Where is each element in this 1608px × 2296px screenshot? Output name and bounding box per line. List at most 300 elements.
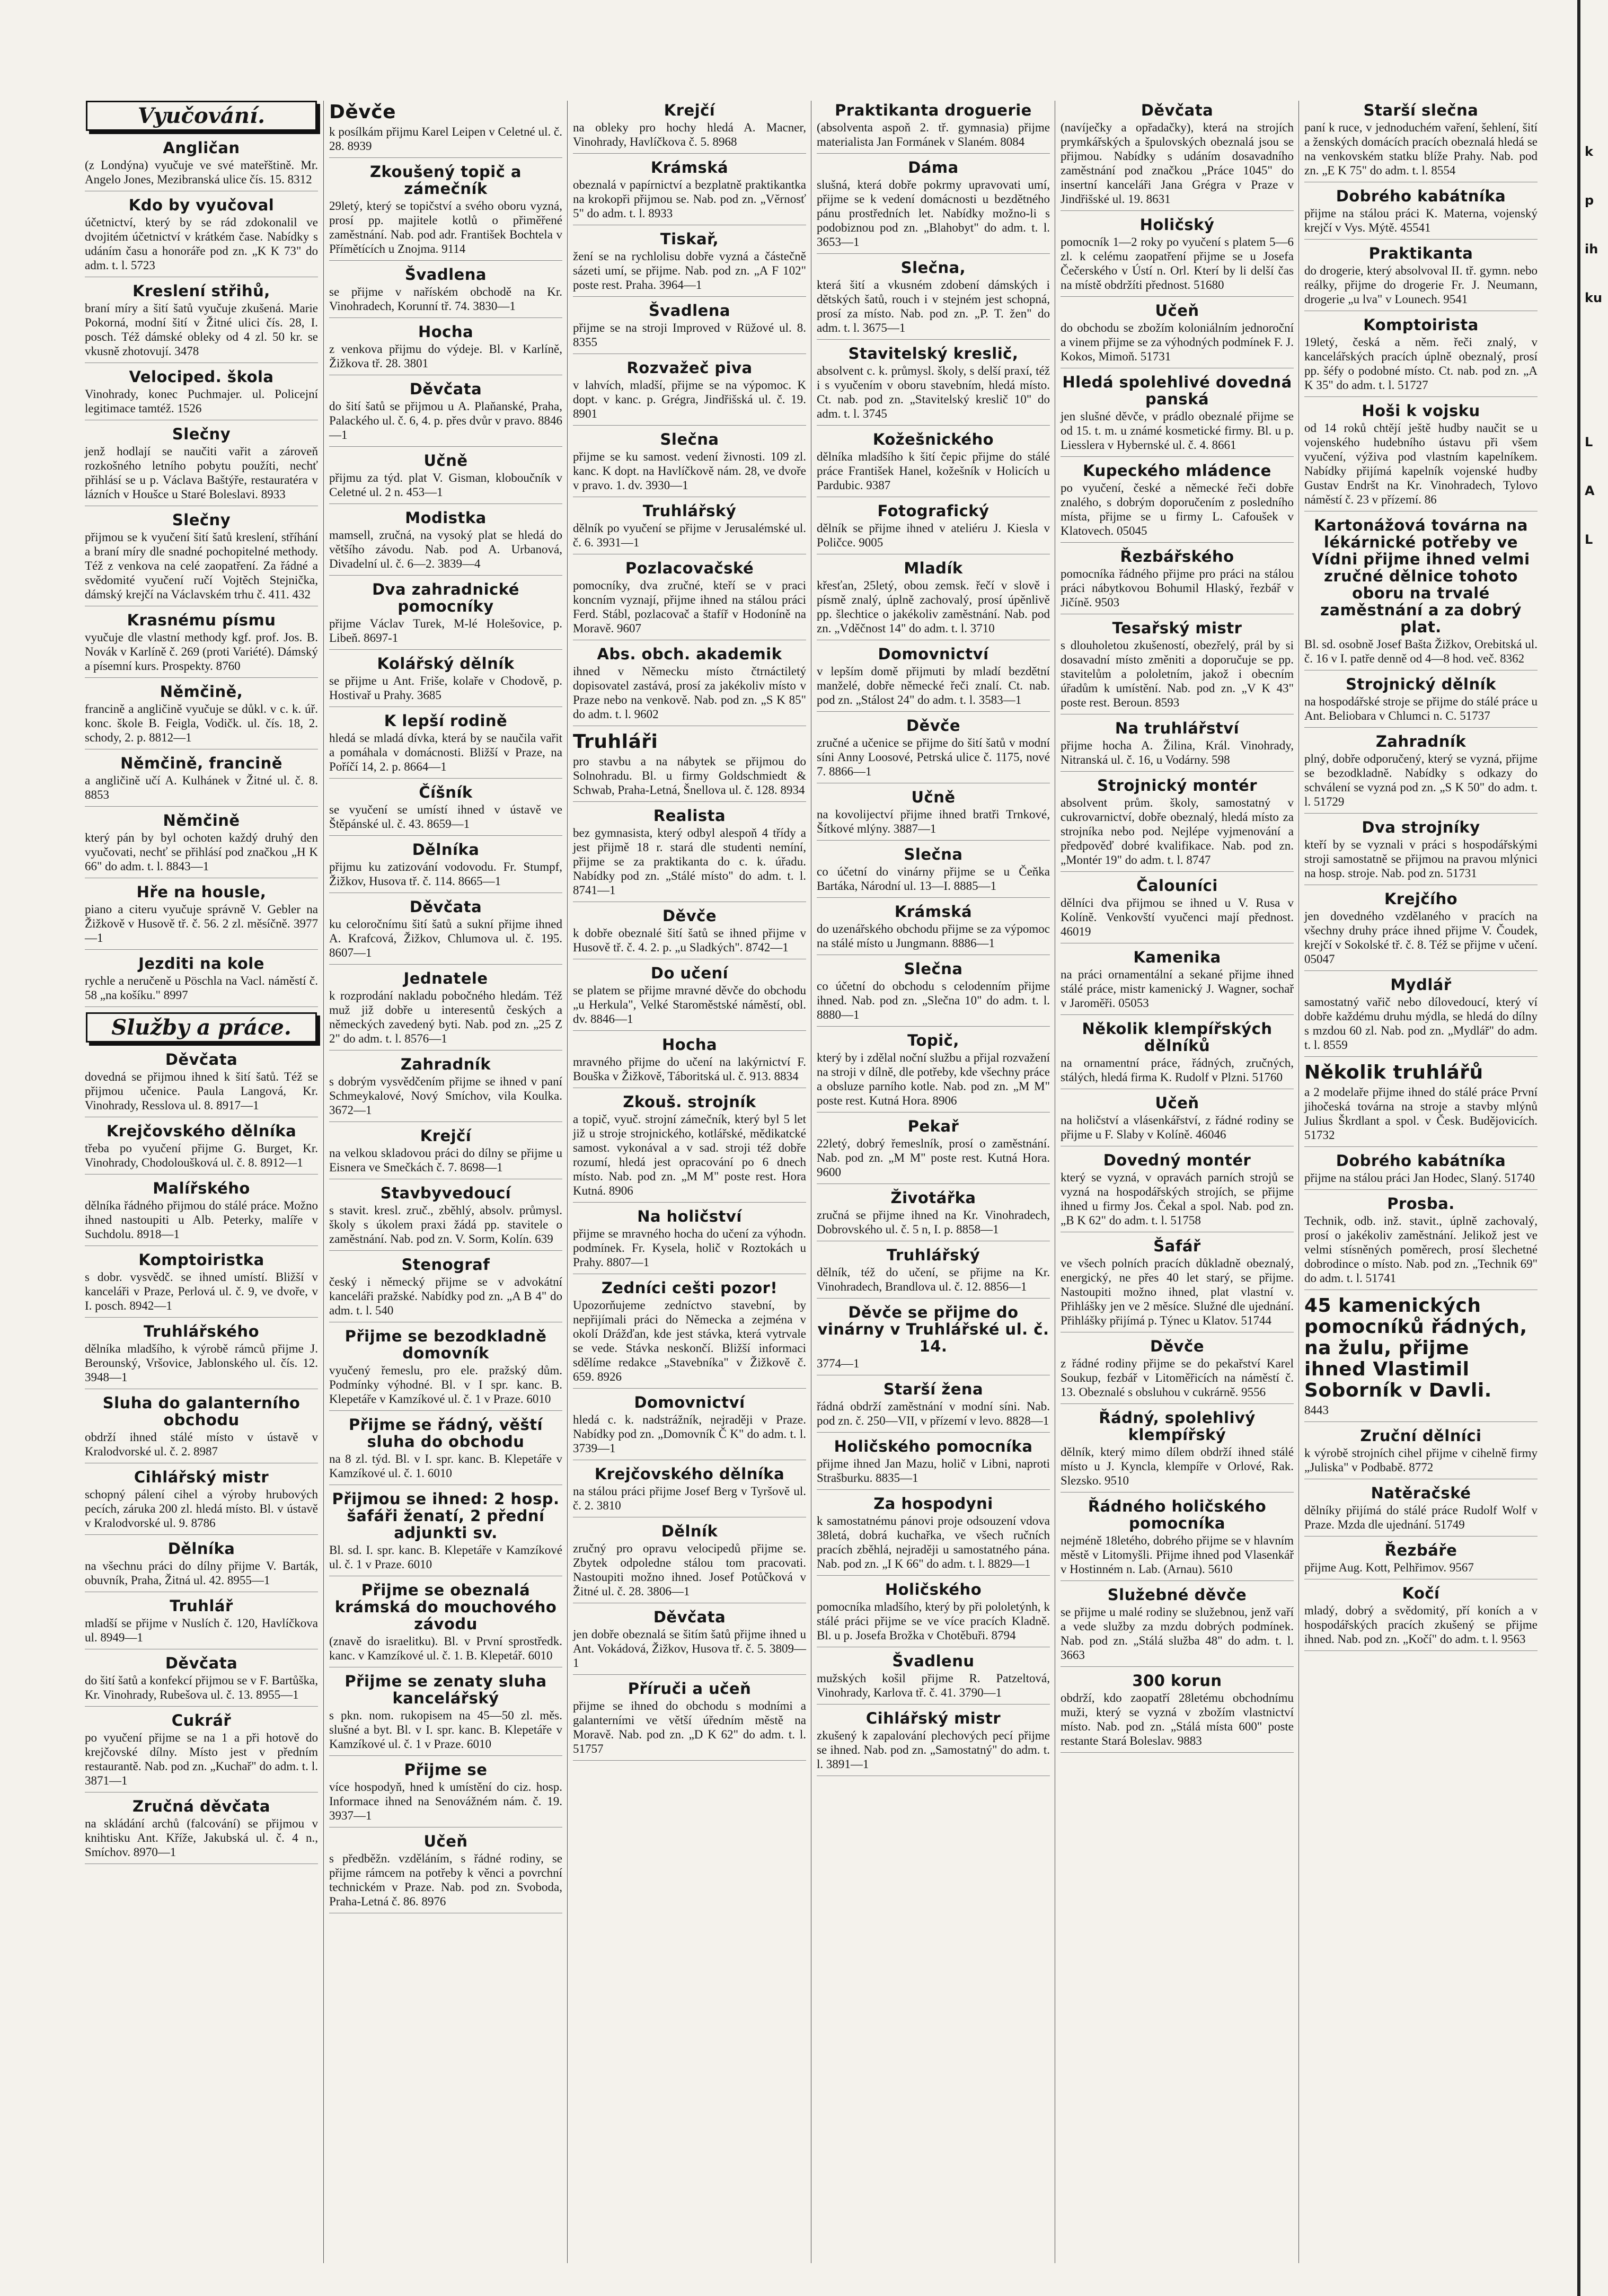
classified-ad <box>817 1189 1050 1241</box>
classified-ad <box>85 139 318 191</box>
ad-heading: Řádného holičského pomocníka <box>1088 1497 1267 1532</box>
ad-heading: Rozvažeč piva <box>626 359 753 377</box>
ad-heading: Hoši k vojsku <box>1362 402 1480 420</box>
ad-body: ihned v Německu místo čtrnáctiletý dopisovatel zastává, prosí za jakékoliv místo v Praze nebo na venkově. Nab. pod zn. „S K 85" do adm. t. l. 9602 <box>573 665 806 721</box>
edge-fragment-line: ku <box>1585 290 1603 305</box>
ad-body: přijme Aug. Kott, Pelhřimov. 9567 <box>1304 1561 1474 1574</box>
ad-body: přijme Václav Turek, M-lé Holešovice, p. Libeň. 8697-1 <box>329 617 562 644</box>
classified-ad <box>85 1180 318 1246</box>
classified-ad <box>1304 890 1538 971</box>
ad-body: na velkou skladovou práci do dílny se přijme u Eisnera ve Smečkách č. 7. 8698—1 <box>329 1146 562 1174</box>
ad-heading: Řezbáře <box>1384 1541 1457 1559</box>
ad-heading: Starší slečna <box>1363 101 1479 119</box>
ad-body: který by i zdělal noční službu a přijal rozvažení na stroji v dílně, dle potřeby, kde všechny práce a obsluze parního kotle. Nab. pod zn. „M M" poste rest. Kutná Hora. 8906 <box>817 1051 1050 1107</box>
column-1 <box>79 101 323 2263</box>
ad-body: mladý, dobrý a svědomitý, pří koních a v hospodářských pracích zkušený se přijme ihned. Nab. pod zn. „Kočí" do adm. t. l. 9563 <box>1304 1604 1538 1646</box>
ad-heading: Slečny <box>172 425 231 443</box>
classified-ad <box>329 1256 562 1322</box>
ad-heading: Domovnictví <box>634 1393 745 1411</box>
ad-body: k výrobě strojních cihel přijme v cihelně firmy „Juliska" v Podbabě. 8772 <box>1304 1446 1538 1474</box>
edge-fragment-line: L <box>1585 532 1593 547</box>
ad-body: mladší se přijme v Nuslích č. 120, Havlíčkova ul. 8949—1 <box>85 1617 318 1644</box>
ad-body: schopný pálení cihel a výroby hrubových pecích, záruka 200 zl. hledá místo. Bl. v ústavě v Kralodvorské ul. 9. 8786 <box>85 1488 318 1530</box>
classified-ad <box>1304 676 1538 728</box>
classified-ad <box>573 1208 806 1274</box>
classified-ad <box>329 102 562 158</box>
ad-heading: Přijme se řádný, věští sluha do obchodu <box>348 1416 543 1451</box>
classified-ad <box>1061 1152 1294 1232</box>
ad-body: obdrží ihned stálé místo v ústavě v Kralodvorské ul. č. 2. 8987 <box>85 1430 318 1458</box>
ad-body: vyučený řemeslu, pro ele. pražský dům. Podmínky výhodné. Bl. v I spr. kanc. B. Klepetáře v Kamzíkové ul. č. 1 v Praze. 6010 <box>329 1364 562 1406</box>
adjacent-page-edge <box>1577 0 1608 2296</box>
ad-heading: Krasnému písmu <box>127 611 276 629</box>
ad-heading: Děvčata <box>165 1654 238 1672</box>
classified-ad <box>1304 1585 1538 1651</box>
ad-body: a topič, vyuč. strojní zámečník, který byl 5 let již u stroje strojnického, kotlářské, mědikatcké samost. vykonával a v sad. stroji též dobře rozumí, hledá jest opracování po 6 dnech místo. Nab. pod zn. „M M" poste rest. Hora Kutná. 8906 <box>573 1112 806 1197</box>
classified-ad <box>329 1056 562 1122</box>
classified-ad <box>817 1581 1050 1647</box>
classified-ad <box>817 960 1050 1027</box>
ad-body: k dobře obeznalé šití šatů se ihned přijme v Husově tř. č. 4. 2. p. „u Sladkých". 8742—1 <box>573 926 806 954</box>
classified-ad <box>817 1032 1050 1112</box>
classified-ad <box>573 159 806 225</box>
ad-heading: Slečna <box>904 845 963 863</box>
classified-ad <box>85 755 318 807</box>
classified-ad <box>817 1653 1050 1705</box>
classified-ad <box>1061 1498 1294 1581</box>
ad-body: na ornamentní práce, řádných, zručných, stálých, hledá firma K. Rudolf v Plzni. 51760 <box>1061 1056 1294 1084</box>
ad-body: Bl. sd. osobně Josef Bašta Žižkov, Orebitská ul. č. 16 v I. patře denně od 4—8 hod. več. 8362 <box>1304 638 1538 665</box>
ad-body: ve všech polních pracích důkladně obeznalý, energický, ne přes 40 let starý, se přijme. Nastoupiti možno ihned, plat vlastní v. Přihlášky jen ve 2 měsíce. Služné dle ujednání. Přihlášky přijímá p. Týnec u Klatov. 51744 <box>1061 1257 1294 1327</box>
ad-body: zručné a učenice se přijme do šití šatů v modní síni Anny Loosové, Petrská ulice č. 1175, nové 7. 8866—1 <box>817 736 1050 778</box>
classified-ad <box>573 1093 806 1203</box>
ad-body: s stavit. kresl. zruč., zběhlý, absolv. průmysl. školy s úkolem praxi žádá pp. stavitele o zaměstnání. Nab. pod zn. V. Sorm, Kolín. 639 <box>329 1204 562 1246</box>
ad-body: na hospodářské stroje se přijme do stálé práce u Ant. Beliobara v Chlumci n. C. 51737 <box>1304 695 1538 722</box>
ad-heading: Krámská <box>650 158 729 176</box>
ad-heading: Velociped. škola <box>129 368 274 386</box>
ad-heading: Děvče <box>906 717 960 735</box>
ad-body: po vyučení, české a německé řeči dobře znalého, s dobrým doporučením z posledního místa, přijme se u firmy L. Cafoušek v Klatovech. 05045 <box>1061 481 1294 537</box>
edge-fragment-line: ih <box>1585 242 1598 257</box>
ad-body: dělníka řádného přijmou do stálé práce. Možno ihned nastoupiti u Alb. Peterky, malíře v Suchdolu. 8918—1 <box>85 1199 318 1241</box>
classified-ad <box>1304 517 1538 670</box>
classified-ad <box>1304 1427 1538 1479</box>
classified-ad <box>329 323 562 375</box>
ad-body: na všechnu práci do dílny přijme V. Barták, obuvník, Praha, Žitná ul. 42. 8955—1 <box>85 1559 318 1587</box>
ad-body: absolvent c. k. průmysl. školy, s delší praxí, též i s vyučením v oboru stavebním, hledá místo. Ct. nab. pod zn. „Stavitelský kreslič 10" do adm. t. l. 3745 <box>817 364 1050 420</box>
ad-heading: Praktikanta <box>1368 244 1473 262</box>
ad-body: dělník se přijme ihned v ateliéru J. Kiesla v Poličce. 9005 <box>817 522 1050 549</box>
ad-heading: Sluha do galanterního obchodu <box>102 1394 301 1429</box>
classified-ad <box>85 1597 318 1649</box>
ad-body: přijme ihned Jan Mazu, holič v Libni, naproti Strašburku. 8835—1 <box>817 1457 1050 1485</box>
ad-heading: Jednatele <box>403 969 488 987</box>
ad-body: pomocníka řádného přijme pro práci na stálou práci nábytkovou Bohumil Hlaský, řezbář v Jičíně. 9503 <box>1061 567 1294 609</box>
ad-body: mravného přijme do učení na lakýrnictví F. Bouška v Žižkově, Táboritská ul. č. 913. 8834 <box>573 1055 806 1083</box>
classified-ad <box>1061 216 1294 297</box>
classified-ad <box>1061 548 1294 614</box>
classified-ad <box>85 1798 318 1864</box>
ad-body: bez gymnasista, který odbyl alespoň 4 třídy a jest přijmě 18 r. stará dle studenti nemíní, přijme se za praktikanta do c. k. úřadu. Nabídky pod zn. „Stálé místo" do adm. t. l. 8741—1 <box>573 826 806 897</box>
ad-heading: 45 kamenických pomocníků řádných, na žulu, přijme ihned Vlastimil Soborník v Davli. <box>1304 1295 1527 1401</box>
ad-body: na kovolijectví přijme ihned bratři Trnkové, Šítkové mlýny. 3887—1 <box>817 808 1050 835</box>
ad-body: pomocník 1—2 roky po vyučení s platem 5—6 zl. k celému zaopatření přijme se u Josefa Čečerského v Ústí n. Orl. Kterí by li delší čas na místě obdržíti přednost. 51680 <box>1061 235 1294 292</box>
ad-heading: Komptoiristka <box>138 1251 264 1269</box>
ad-body: od 14 roků chtějí ještě hudby naučit se u vojenského hudebního ústavu při všem vyučení, výživa pod vlastním kapelníkem. Nabídky přijímá kapelník vojenské hudby Gustav Endršt na Kr. Vinohradech, Tylovo náměstí č. 23 v přízemí. 86 <box>1304 421 1538 506</box>
ad-heading: Prosba. <box>1387 1195 1455 1213</box>
ad-body: přijme se ihned do obchodu s modními a galanterními ve větší úředním městě na Moravě. Nab. pod zn. „D K 62" do adm. t. l. 51757 <box>573 1699 806 1755</box>
classified-ad <box>573 502 806 554</box>
classified-ad <box>817 159 1050 254</box>
classified-ad <box>573 1523 806 1603</box>
ad-heading: Hocha <box>661 1036 718 1054</box>
ad-body: přijme na stálou práci K. Materna, vojenský krejčí v Vys. Mýtě. 45541 <box>1304 207 1538 234</box>
ad-body: samostatný vařič nebo dílovedoucí, který ví dobře každému druhu mýdla, se hledá do dílny s mzdou 60 zl. Nab. pod zn. „Mydlář" do adm. t. l. 8559 <box>1304 995 1538 1052</box>
classified-ad <box>1061 1094 1294 1146</box>
classified-ad <box>85 368 318 420</box>
ad-body: jenž hodlají se naučiti vařit a zároveň rozkošného letního pobytu použíti, nechť přihlásí se u p. Václava Baštýře, restauratéra v lázních v Houšce u Staré Boleslavi. 8933 <box>85 445 318 501</box>
classified-ad <box>817 560 1050 640</box>
ad-body: kteří by se vyznali v práci s hospodářskými stroji samostatně se přijmou na pravou mlýnici na hosp. stroje. Nab. pod zn. 51731 <box>1304 838 1538 880</box>
ad-heading: Stenograf <box>401 1256 490 1274</box>
ad-heading: Kdo by vyučoval <box>128 196 275 214</box>
classified-ad <box>85 1469 318 1535</box>
ad-heading: Mydlář <box>1390 976 1452 994</box>
ad-heading: Švadlena <box>649 302 730 320</box>
ad-body: nejméně 18letého, dobrého přijme se v hlavním městě v Litomyšli. Přijme ihned pod Vlasenkář v Hostinném n. Lab. (Arnau). 5610 <box>1061 1534 1294 1576</box>
classified-ad <box>329 163 562 261</box>
ad-heading: Modistka <box>405 509 487 527</box>
ad-heading: Dáma <box>908 158 959 176</box>
ad-heading: Slečna, <box>900 259 966 277</box>
classified-ad <box>85 511 318 606</box>
ad-heading: Děvčata <box>1141 101 1214 119</box>
ad-heading: Čalouníci <box>1136 877 1218 895</box>
classified-ad <box>329 1127 562 1179</box>
ad-heading: Řezbářského <box>1120 547 1234 566</box>
classified-ad <box>817 1381 1050 1433</box>
ad-heading: Krejčovského dělníka <box>106 1122 297 1140</box>
classified-ad <box>329 1328 562 1411</box>
classified-ad <box>1304 733 1538 814</box>
classified-ad <box>573 431 806 497</box>
ad-body: braní míry a šití šatů vyučuje zkušená. Marie Pokorná, modní šití v Žitné ulici čís. 28, I. posch. Též dámské obleky od 4 zl. 50 kr. se vkusně zhotovují. 3478 <box>85 302 318 358</box>
ad-heading: Do učení <box>650 964 729 982</box>
ad-heading: Služebné děvče <box>1107 1586 1247 1604</box>
column-6 <box>1298 101 1543 2263</box>
classified-ad <box>817 717 1050 783</box>
ad-heading: Děvče se přijme do vinárny v Truhlářské ul. č. 14. <box>817 1303 1049 1355</box>
classified-ad <box>329 1833 562 1913</box>
ad-heading: Zkoušený topič a zámečník <box>369 163 522 198</box>
classified-ad <box>85 1394 318 1463</box>
ad-heading: Švadlenu <box>892 1652 975 1670</box>
ad-body: ku celoročnímu šití šatů a sukní přijme ihned A. Krafcová, Žižkov, Chlumova ul. č. 195. 8607—1 <box>329 917 562 959</box>
ad-heading: Tiskař, <box>660 230 719 248</box>
ad-body: (navíječky a opřadačky), která na strojích prymkářských a špulovských obeznalá jsou se přijmou. Nabídky s udáním dosavadního zaměstnání pod značkou „Práce 1045" do insertní kanceláři Jana Grégra v Praze v Jindřišské ul. 19. 8631 <box>1061 121 1294 206</box>
ad-heading: Děvčata <box>165 1050 238 1068</box>
ad-body: mamsell, zručná, na vysoký plat se hledá do většího závodu. Nab. pod A. Urbanová, Divadelní ul. č. 6—2. 3839—4 <box>329 528 562 570</box>
ad-heading: Realista <box>653 807 726 825</box>
ad-body: dělníky přijímá do stálé práce Rudolf Wolf v Praze. Mzda dle ujednání. 51749 <box>1304 1504 1538 1531</box>
ad-heading: Děvčata <box>653 1608 726 1626</box>
classified-ad <box>1304 102 1538 182</box>
ad-heading: Učeň <box>1155 302 1199 320</box>
ad-heading: Švadlena <box>405 266 487 284</box>
ad-body: přijmou se k vyučení šití šatů kreslení, stříhání a braní míry dle snadné pochopitelné methody. Též z venkova na celé zaopatření. Za řádné a svědomité vyučení ručí Vojtěch Stejnička, dámský krejčí na Václavském trhu č. 411. 432 <box>85 531 318 601</box>
ad-heading: Dovedný montér <box>1103 1151 1251 1169</box>
ad-heading: Strojnický dělník <box>1346 675 1496 693</box>
column-4 <box>811 101 1055 2263</box>
classified-ad <box>1304 402 1538 511</box>
ad-heading: Stavitelský kreslič, <box>848 345 1019 363</box>
ad-body: na holičství a vlásenkářství, z řádné rodiny se přijme u F. Slaby v Kolíně. 46046 <box>1061 1114 1294 1141</box>
ad-heading: Děvčata <box>409 380 482 398</box>
ad-heading: Řádný, spolehlivý klempířský <box>1099 1409 1256 1444</box>
ad-heading: Natěračské <box>1371 1484 1471 1502</box>
ad-body: (absolventa aspoň 2. tř. gymnasia) přijme materialista Jan Formánek v Slaném. 8084 <box>817 121 1050 148</box>
ad-body: k posílkám přijmu Karel Leipen v Celetné ul. č. 28. 8939 <box>329 125 562 153</box>
classified-ad <box>1061 1020 1294 1089</box>
ad-heading: Na holičství <box>637 1207 742 1225</box>
ad-heading: Dva zahradnické pomocníky <box>372 580 519 615</box>
classified-ad <box>85 612 318 678</box>
ad-body: zručný pro opravu velocipedů přijme se. Zbytek odpoledne stálou tom pracovati. Nastoupiti možno ihned. Josef Potůčková v Žitné ul. č. 28. 3806—1 <box>573 1542 806 1598</box>
classified-ad <box>573 1680 806 1761</box>
ad-heading: Učně <box>911 788 956 806</box>
ad-body: který se vyzná, v opravách parních strojů se vyzná na hospodářských strojích, se přijme ihned u firmy Jos. Čekal a spol. Nab. pod zn. „B K 62" do adm. t. l. 51758 <box>1061 1171 1294 1227</box>
ad-heading: Truhlářský <box>886 1246 980 1264</box>
classified-ad <box>85 1712 318 1792</box>
ad-heading: Dělníka <box>167 1540 235 1558</box>
ad-heading: Přijme se obeznalá krámská do mouchového závodu <box>334 1581 557 1633</box>
ad-body: plný, dobře odporučený, který se vyzná, přijme se bezodkladně. Nabídky s odkazy do schválení se vyzná pod zn. „S K 50" do adm. t. l. 51729 <box>1304 752 1538 808</box>
ad-heading: Slečna <box>904 960 963 978</box>
ad-heading: Hře na housle, <box>136 883 267 901</box>
ad-body: (z Londýna) vyučuje ve své mateřštině. Mr. Angelo Jones, Mezibranská ulice čís. 15. 8312 <box>85 158 318 186</box>
classified-ad <box>817 1495 1050 1576</box>
ad-body: (znavě do israelitku). Bl. v První sprostředk. kanc. v Kamzíkové ul. č. 1. B. Klepetář. 6010 <box>329 1635 562 1662</box>
ad-body: dělník po vyučení se přijme v Jerusalémské ul. č. 6. 3931—1 <box>573 522 806 549</box>
classified-ad <box>1061 302 1294 368</box>
ad-heading: Praktikanta droguerie <box>835 101 1032 119</box>
classified-ad <box>85 197 318 277</box>
classified-ad <box>573 302 806 354</box>
classified-ad <box>817 846 1050 898</box>
ad-heading: Abs. obch. akademik <box>597 645 782 663</box>
ad-body: který pán by byl ochoten každý druhý den vyučovati, nechť se přihlásí pod značkou „H K 66" do adm. t. l. 8843—1 <box>85 831 318 873</box>
classified-ad <box>1061 102 1294 211</box>
ad-body: s dobrým vysvědčením přijme se ihned v paní Schmeykalové, Nový Smíchov, vila Koulka. 3672—1 <box>329 1075 562 1117</box>
ad-body: vyučuje dle vlastní methody kgf. prof. Jos. B. Novák v Karlíně č. 269 (proti Variété). Dámský a písemní kurs. Prospekty. 8760 <box>85 631 318 673</box>
ad-body: 19letý, česká a něm. řeči znalý, v kancelářských pracích úplně obeznalý, prosí pp. šéfy o podobné místo. Ct. nab. pod zn. „A K 35" do adm. t. l. 51727 <box>1304 335 1538 392</box>
classified-ad <box>817 789 1050 841</box>
ad-heading: Přijme se zenaty sluha kancelářský <box>344 1672 547 1707</box>
classified-ad <box>329 452 562 504</box>
ad-body: dovedná se přijmou ihned k šití šatů. Též se přijmou učenice. Paula Langová, Kr. Vinohrady, Resslova ul. 8. 8917—1 <box>85 1070 318 1112</box>
classified-ad <box>573 907 806 959</box>
classified-ad <box>85 1051 318 1117</box>
ad-heading: Krámská <box>894 903 973 921</box>
classified-ad <box>1061 777 1294 872</box>
classified-ad <box>817 345 1050 426</box>
classified-ad <box>1061 1238 1294 1332</box>
ad-body: jen dobře obeznalá se šitím šatů přijme ihned u Ant. Vokádová, Žižkov, Husova tř. č. 5. 3809—1 <box>573 1628 806 1670</box>
ad-body: řádná obdrží zaměstnání v modní síni. Nab. pod zn. č. 250—VII, v přízemí v levo. 8828—1 <box>817 1400 1050 1427</box>
ad-heading: Němčině <box>163 811 240 829</box>
classified-ad <box>85 1123 318 1175</box>
ad-body: mužských košil přijme R. Patzeltová, Vinohrady, Karlova tř. č. 41. 3790—1 <box>817 1672 1050 1699</box>
ad-body: co účetní do obchodu s celodenním přijme ihned. Nab. pod zn. „Slečna 10" do adm. t. l. 8880—1 <box>817 979 1050 1021</box>
ad-body: z řádné rodiny přijme se do pekařství Karel Soukup, fezbář v Litoměřicích na náměstí č. 13. Obeznalé s obsluhou v cukrárně. 9556 <box>1061 1357 1294 1399</box>
classified-ad <box>1304 316 1538 397</box>
ad-body: absolvent prům. školy, samostatný v cukrovarnictví, dobře obeznalý, hledá místo za strojníka nebo pod. Nejlépe vyjmenování a předpověď dobré kvalifikace. Nab. pod zn. „Montér 19" do adm. t. l. 8747 <box>1061 796 1294 867</box>
classified-ad <box>1304 1542 1538 1579</box>
classified-ad <box>1061 620 1294 714</box>
ad-body: se přijme u Ant. Friše, kolaře v Chodově, p. Hostivař u Prahy. 3685 <box>329 674 562 702</box>
ad-heading: Malířského <box>153 1179 250 1197</box>
ad-body: třeba po vyučení přijme G. Burget, Kr. Vinohrady, Chodoloušková ul. č. 8. 8912—1 <box>85 1142 318 1169</box>
ad-body: která šití a vkusném zdobení dámských i dětských šatů, rouch i v stejném jest schopná, prosí za místo. Nab. pod zn. „P. T. žen" do adm. t. l. 3675—1 <box>817 278 1050 334</box>
ad-heading: Tesařský mistr <box>1112 619 1242 637</box>
ad-body: paní k ruce, v jednoduchém vaření, šehlení, šití a ženských domácích pracích obeznalá hledá se na venkovském statku blíže Prahy. Nab. pod zn. „E K 75" do adm. t. l. 8554 <box>1304 121 1538 177</box>
ad-heading: Slečna <box>660 430 719 448</box>
ad-heading: Kartonážová továrna na lékárnické potřeby ve Vídni přijme ihned velmi zručné dělnice tohoto oboru na trvalé zaměstnání a za dobrý plat. <box>1312 516 1530 636</box>
classified-ad <box>329 509 562 576</box>
ad-heading: Dva strojníky <box>1362 818 1480 836</box>
ad-heading: Kožešnického <box>872 430 994 448</box>
classified-ad <box>1304 1295 1538 1422</box>
section-heading: Vyučování. <box>86 101 317 131</box>
ad-body: z venkova přijmu do výdeje. Bl. v Karlíně, Žižkova tř. 28. 3801 <box>329 342 562 370</box>
ad-body: Bl. sd. I. spr. kanc. B. Klepetáře v Kamzíkové ul. č. 1 v Praze. 6010 <box>329 1543 562 1571</box>
classified-ad <box>817 259 1050 340</box>
ad-heading: Za hospodyni <box>873 1495 993 1513</box>
classified-ad <box>85 683 318 749</box>
ad-body: 8443 <box>1304 1403 1329 1417</box>
classified-ad <box>1304 976 1538 1057</box>
ad-body: Vinohrady, konec Puchmajer. ul. Policejní legitimace tamtéž. 1526 <box>85 387 318 415</box>
ad-heading: Příruči a učeň <box>628 1680 752 1698</box>
classified-ad <box>1061 877 1294 943</box>
column-3 <box>567 101 811 2263</box>
classified-ad <box>573 807 806 902</box>
ad-heading: Učeň <box>423 1832 468 1850</box>
ad-body: slušná, která dobře pokrmy upravovati umí, přijme se k vedení domácnosti u bezdětného pánu prostředních let. Nabídky možno-li s podobiznou pod zn. „Blahobyt" do adm. t. l. 3653—1 <box>817 178 1050 249</box>
classified-ad <box>817 431 1050 497</box>
ad-body: na skládání archů (falcování) se přijmou v knihtisku Ant. Kříže, Jakubská ul. č. 4 n., Smíchov. 8970—1 <box>85 1817 318 1859</box>
classified-ad <box>573 102 806 154</box>
ad-body: k rozprodání nakladu pobočného hledám. Též muž již dobře u interesentů českých a německých zavedený byti. Nab. pod zn. „25 Z 2" do adm. t. l. 8576—1 <box>329 989 562 1045</box>
ad-heading: Domovnictví <box>878 645 989 663</box>
ad-heading: Dělník <box>661 1522 718 1540</box>
ad-heading: Strojnický montér <box>1097 776 1258 794</box>
ad-body: pomocníky, dva zručné, kteří se v praci koncním vyznají, přijme ihned na stálou práci Ferd. Stábl, pozlacovač a štafíř v Hodoníně na Moravě. 9607 <box>573 579 806 635</box>
classified-ad <box>573 231 806 297</box>
ad-body: s předběžn. vzděláním, s řádné rodiny, se přijme rámcem na potřeby k věnci a povrchní technickém v Praze. Nab. pod zn. Svoboda, Praha-Letná č. 86. 8976 <box>329 1852 562 1908</box>
ad-body: po vyučení přijme se na 1 a při hotově do krejčovské dílny. Místo jest v předním restaurantě. Nab. pod zn. „Kuchař" do adm. t. l. 3871—1 <box>85 1731 318 1787</box>
ad-heading: Jezditi na kole <box>138 955 264 973</box>
ad-heading: Děvče <box>329 101 396 123</box>
classified-ad <box>329 970 562 1050</box>
classified-ad <box>85 1251 318 1318</box>
ad-heading: Zedníci cešti pozor! <box>601 1279 778 1297</box>
ad-body: dělníci dva přijmou se ihned u V. Rusa v Kolíně. Venkovští vyučenci mají přednost. 46019 <box>1061 896 1294 938</box>
classified-ad <box>817 102 1050 154</box>
ad-body: zručná se přijme ihned na Kr. Vinohradech, Dobrovského ul. č. 5 n, I. p. 8858—1 <box>817 1208 1050 1236</box>
classified-ad <box>573 359 806 426</box>
ad-body: do šití šatů se přijmou u A. Plaňanské, Praha, Palackého ul. č. 6, 4. p. přes dvůr v pravo. 8846—1 <box>329 400 562 441</box>
ad-heading: Cihlářský mistr <box>865 1709 1001 1727</box>
ad-heading: Kupeckého mládence <box>1083 462 1271 480</box>
classified-ad <box>817 502 1050 554</box>
ad-body: francině a angličině vyučuje se důkl. v c. k. úř. konc. škole B. Feigla, Vodičk. ul. čís. 18, 2. schody, 2. p. 8812—1 <box>85 702 318 744</box>
edge-fragment-line: L <box>1585 435 1593 449</box>
ad-body: se vyučení se umístí ihned v ústavě ve Štěpánské ul. č. 43. 8659—1 <box>329 803 562 831</box>
ad-body: na stálou práci přijme Josef Berg v Tyršově ul. č. 2. 3810 <box>573 1485 806 1512</box>
ad-heading: Na truhlářství <box>1115 719 1240 737</box>
ad-heading: Fotografický <box>877 502 989 520</box>
ad-body: a angličině učí A. Kulhánek v Žitné ul. č. 8. 8853 <box>85 774 318 801</box>
ad-body: se platem se přijme mravné děvče do obchodu „u Herkula", Velké Staroměstské náměstí, obl. dv. 8846—1 <box>573 984 806 1026</box>
ad-heading: Truhláři <box>573 731 658 753</box>
ad-body: přijme se na stroji Improved v Rüžové ul. 8. 8355 <box>573 321 806 349</box>
classified-ad <box>1061 374 1294 457</box>
ad-heading: Dělníka <box>412 841 480 859</box>
edge-fragment-line: k <box>1585 144 1593 159</box>
classified-ad <box>329 581 562 650</box>
ad-body: žení se na rychlolisu dobře vyzná a částečně sázeti umí, se přijme. Nab. pod zn. „A F 102" poste rest. Praha. 3964—1 <box>573 250 806 292</box>
classified-ad <box>817 903 1050 955</box>
ad-body: obdrží, kdo zaopatří 28letému obchodnímu muži, který se vyzná v zbožím vlastnictví místo. Nab. pod zn. „Stálá místa 600" poste restante Stará Boleslav. 9883 <box>1061 1691 1294 1747</box>
ad-heading: Holičský <box>1139 216 1215 234</box>
newspaper-page <box>79 101 1558 2263</box>
ad-heading: Slečny <box>172 511 231 529</box>
ad-heading: Krejčí <box>664 101 715 119</box>
classified-ad <box>817 1247 1050 1299</box>
ad-heading: Starší žena <box>883 1380 984 1398</box>
ad-heading: Dobrého kabátníka <box>1336 187 1506 205</box>
ad-body: obeznalá v papírnictví a bezplatně praktikantka na krokopři přijmou se. Nab. pod zn. „Věrnosť 5" do adm. t. l. 8933 <box>573 178 806 220</box>
classified-ad <box>1061 462 1294 543</box>
ad-heading: Hledá spolehlivé dovedná panská <box>1062 373 1292 408</box>
classified-ad <box>817 1438 1050 1490</box>
ad-heading: Zručná děvčata <box>132 1797 270 1815</box>
ad-heading: Přijme se bezodkladně domovník <box>344 1327 547 1362</box>
classified-ad <box>817 646 1050 712</box>
classified-ad <box>85 426 318 506</box>
ad-heading: Kočí <box>1402 1584 1440 1602</box>
edge-fragment-line: A <box>1585 483 1595 498</box>
classified-ad <box>329 381 562 447</box>
ad-body: na 8 zl. týd. Bl. v I. spr. kanc. B. Klepetáře v Kamzíkové ul. č. 1. 6010 <box>329 1452 562 1480</box>
classified-ad <box>329 712 562 779</box>
ad-heading: Několik klempířských dělníků <box>1082 1020 1273 1055</box>
ad-heading: Dobrého kabátníka <box>1336 1152 1506 1170</box>
ad-heading: Učeň <box>1155 1094 1199 1112</box>
ad-body: křesťan, 25letý, obou zemsk. řečí v slově i písmě znalý, úplně zachovalý, prosí úpěnlivě pp. šlechtice o jakékoliv zaměstnání. Nab. pod zn. „Vděčnost 14" do adm. t. l. 3710 <box>817 579 1050 635</box>
classified-ad <box>85 955 318 1007</box>
classified-ad <box>1304 245 1538 311</box>
classified-ad <box>817 1710 1050 1776</box>
ad-heading: Životářka <box>890 1189 976 1207</box>
ad-body: zkušený k zapalování plechových pecí přijme se ihned. Nab. pod zn. „Samostatný" do adm. t. l. 3891—1 <box>817 1729 1050 1771</box>
ad-heading: Holičského <box>885 1580 982 1599</box>
ad-body: dělník, který mimo dílem obdrží ihned stálé místo u J. Kyncla, klempíře v Orlové, Rak. Slezsko. 9510 <box>1061 1445 1294 1487</box>
classified-ad <box>1304 1195 1538 1290</box>
ad-heading: Holičského pomocníka <box>834 1437 1033 1455</box>
adjacent-page-text <box>1585 143 1606 580</box>
